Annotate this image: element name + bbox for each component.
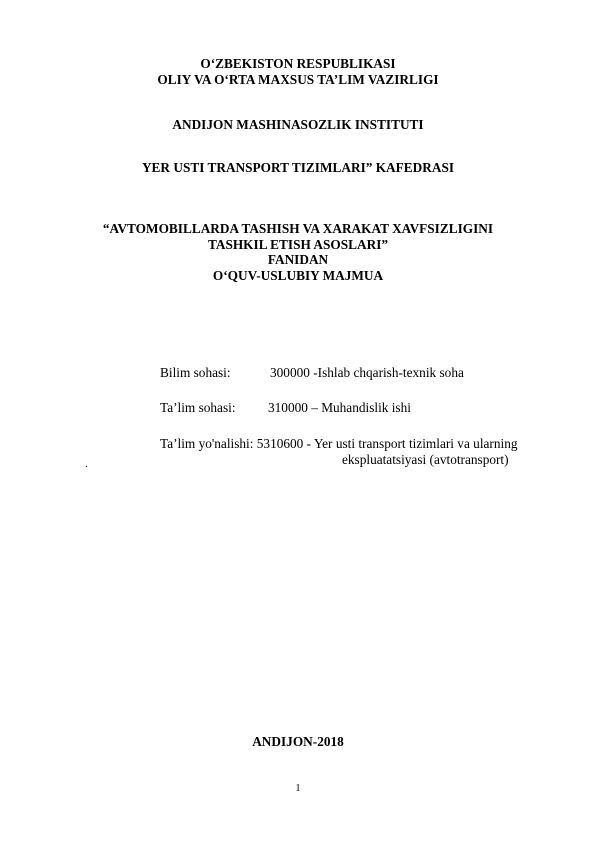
title-line-1: “AVTOMOBILLARDA TASHISH VA XARAKAT XAVFSIZLIGINI (102, 221, 494, 236)
field-value-yonalishi-line-1: 5310600 - Yer usti transport tizimlari va ularning (256, 436, 518, 451)
ministry-line-1: O‘ZBEKISTON RESPUBLIKASI (200, 56, 396, 71)
page-number: 1 (295, 783, 301, 794)
field-value-yonalishi-line-2: ekspluatatsiyasi (avtotransport) (342, 452, 509, 467)
ministry-line-2: OLIY VA O‘RTA MAXSUS TA’LIM VAZIRLIGI (157, 72, 439, 87)
field-value-bilim: 300000 -Ishlab chqarish-texnik soha (270, 365, 464, 380)
city-year: ANDIJON-2018 (252, 734, 344, 749)
stray-dot: . (85, 456, 88, 470)
institute-name: ANDIJON MASHINASOZLIK INSTITUTI (172, 117, 424, 132)
field-label-talim-sohasi: Ta’lim sohasi: (160, 400, 236, 415)
field-value-talim-sohasi: 310000 – Muhandislik ishi (268, 400, 411, 415)
field-talim-yonalishi (160, 436, 516, 452)
field-label-bilim: Bilim sohasi: (160, 365, 231, 380)
title-line-3: FANIDAN (267, 252, 329, 267)
department-name: YER USTI TRANSPORT TIZIMLARI” KAFEDRASI (141, 160, 455, 175)
title-line-4: O‘QUV-USLUBIY MAJMUA (212, 268, 384, 283)
title-line-2: TASHKIL ETISH ASOSLARI” (207, 237, 389, 252)
field-label-yonalishi: Ta’lim yo'nalishi: (160, 436, 254, 451)
